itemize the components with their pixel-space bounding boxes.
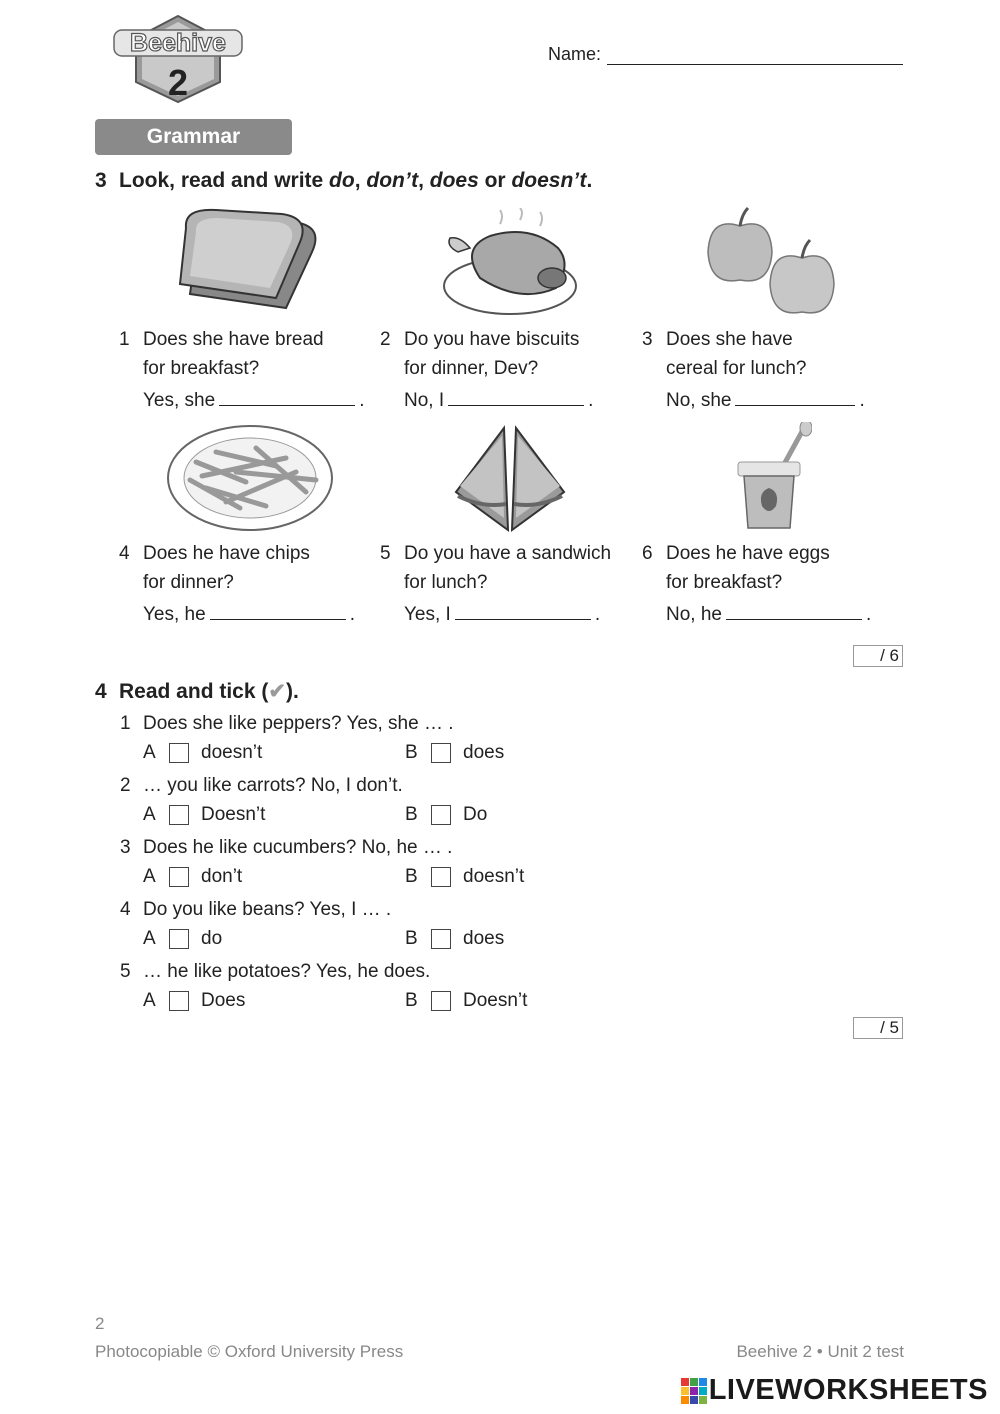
item-number: 3 [120,837,131,858]
option-a [143,742,262,764]
liveworksheets-watermark [681,1374,988,1407]
liveworksheets-logo-icon [681,1378,707,1404]
ex3-score-box: / 6 [853,645,903,667]
ex4-title: Read and tick ( [119,680,269,703]
item-number: 4 [119,543,130,564]
answer-line [404,599,644,629]
answer-prefix: No, she [666,390,732,411]
answer-line [143,599,378,629]
name-field[interactable] [548,44,903,65]
ex4-number: 4 [95,680,107,703]
answer-end: . [865,604,872,625]
ex3-item [380,325,639,415]
option-letter: A [143,804,156,825]
question-line: Does she have bread [143,329,324,350]
option-b [405,804,487,826]
chips-image [166,422,334,539]
option-b [405,990,527,1012]
ex4-score-box: / 5 [853,1017,903,1039]
ex4-heading [95,679,299,704]
question-line: Does he have eggs [666,543,830,564]
tick-box[interactable] [431,805,451,825]
ex3-word-dont: don’t [366,169,419,192]
ex3-title-part: , [418,169,430,192]
ex4-question [120,775,403,797]
option-letter: B [405,990,418,1011]
question-line: Does he have chips [143,543,310,564]
option-text: do [201,928,223,949]
answer-prefix: No, I [404,390,445,411]
option-letter: B [405,804,418,825]
item-number: 2 [380,329,391,350]
ex3-item [642,539,901,629]
tick-box[interactable] [169,867,189,887]
answer-blank[interactable] [210,599,346,620]
copyright-text: Photocopiable © Oxford University Press [95,1342,404,1361]
ex4-title-end: ). [285,680,299,703]
option-letter: B [405,928,418,949]
option-text: does [463,742,505,763]
answer-line [666,599,901,629]
name-label: Name: [548,44,602,64]
option-a [143,990,245,1012]
tick-box[interactable] [431,743,451,763]
watermark-text: LIVEWORKSHEETS [708,1374,988,1406]
answer-blank[interactable] [735,385,855,406]
logo-word: Beehive [130,29,226,57]
option-letter: B [405,866,418,887]
question-line: for dinner, Dev? [404,358,539,379]
option-text: doesn’t [463,866,525,887]
ex3-word-does: does [429,169,479,192]
logo-number: 2 [167,62,189,103]
option-b [405,742,504,764]
section-label: Grammar [95,119,292,155]
option-text: don’t [201,866,243,887]
name-line[interactable] [607,46,903,65]
tick-box[interactable] [169,805,189,825]
question-line: for breakfast? [143,358,260,379]
item-number: 2 [120,775,131,796]
option-letter: A [143,990,156,1011]
question-text: … you like carrots? No, I don’t. [143,775,403,796]
ex3-heading [95,169,592,193]
option-letter: A [143,928,156,949]
option-text: Doesn’t [463,990,528,1011]
ex3-item [119,325,378,415]
question-text: Does she like peppers? Yes, she … . [143,713,454,734]
option-letter: B [405,742,418,763]
option-b [405,866,524,888]
option-a [143,866,242,888]
option-text: Does [201,990,246,1011]
option-letter: A [143,742,156,763]
question-line: Do you have biscuits [404,329,580,350]
tick-box[interactable] [169,929,189,949]
ex4-question [120,713,454,735]
answer-blank[interactable] [726,599,862,620]
option-text: Doesn’t [201,804,266,825]
unit-label: Beehive 2 • Unit 2 test [736,1342,904,1361]
page-number: 2 [95,1314,105,1333]
item-number: 3 [642,329,653,350]
answer-prefix: No, he [666,604,722,625]
answer-end: . [359,390,365,411]
question-line: for breakfast? [666,572,783,593]
answer-blank[interactable] [448,385,584,406]
ex3-title-part: or [478,169,512,192]
tick-box[interactable] [169,991,189,1011]
question-text: … he like potatoes? Yes, he does. [143,961,431,982]
beehive-logo [112,12,244,104]
ex3-word-doesnt: doesn’t [511,169,587,192]
answer-blank[interactable] [455,599,591,620]
ex3-item [119,539,378,629]
item-number: 4 [120,899,131,920]
answer-prefix: Yes, he [143,604,206,625]
ex4-question [120,899,391,921]
apples-image [700,206,845,326]
ex3-item [642,325,901,415]
ex3-title-part: Look, read and write [119,169,330,192]
tick-box[interactable] [431,991,451,1011]
answer-line [666,385,901,415]
option-text: doesn’t [201,742,263,763]
option-b [405,928,504,950]
answer-blank[interactable] [219,385,355,406]
answer-end: . [349,604,355,625]
tick-box[interactable] [431,929,451,949]
answer-end: . [859,390,865,411]
ex4-question [120,837,452,859]
ex3-word-do: do [329,169,355,192]
question-text: Do you like beans? Yes, I … . [143,899,392,920]
item-number: 5 [380,543,391,564]
yogurt-image [732,422,812,539]
tick-box[interactable] [169,743,189,763]
ex3-item [380,539,644,629]
sandwich-image [446,422,574,539]
question-text: Does he like cucumbers? No, he … . [143,837,453,858]
item-number: 6 [642,543,653,564]
question-line: Do you have a sandwich [404,543,612,564]
answer-line [143,385,378,415]
option-letter: A [143,866,156,887]
chicken-image [440,208,580,323]
question-line: cereal for lunch? [666,358,807,379]
answer-prefix: Yes, she [143,390,216,411]
question-line: Does she have [666,329,793,350]
question-line: for dinner? [143,572,234,593]
option-a [143,804,265,826]
option-a [143,928,222,950]
ex3-title-part: , [354,169,367,192]
item-number: 5 [120,961,131,982]
option-text: Do [463,804,488,825]
option-text: does [463,928,505,949]
question-line: for lunch? [404,572,488,593]
answer-end: . [594,604,601,625]
item-number: 1 [120,713,131,734]
bread-image [176,208,326,323]
ex4-question [120,961,430,983]
answer-prefix: Yes, I [404,604,451,625]
answer-end: . [588,390,594,411]
answer-line [404,385,639,415]
ex3-title-part: . [586,169,593,192]
tick-icon: ✔ [268,680,286,703]
tick-box[interactable] [431,867,451,887]
item-number: 1 [119,329,130,350]
ex3-number: 3 [95,169,107,192]
